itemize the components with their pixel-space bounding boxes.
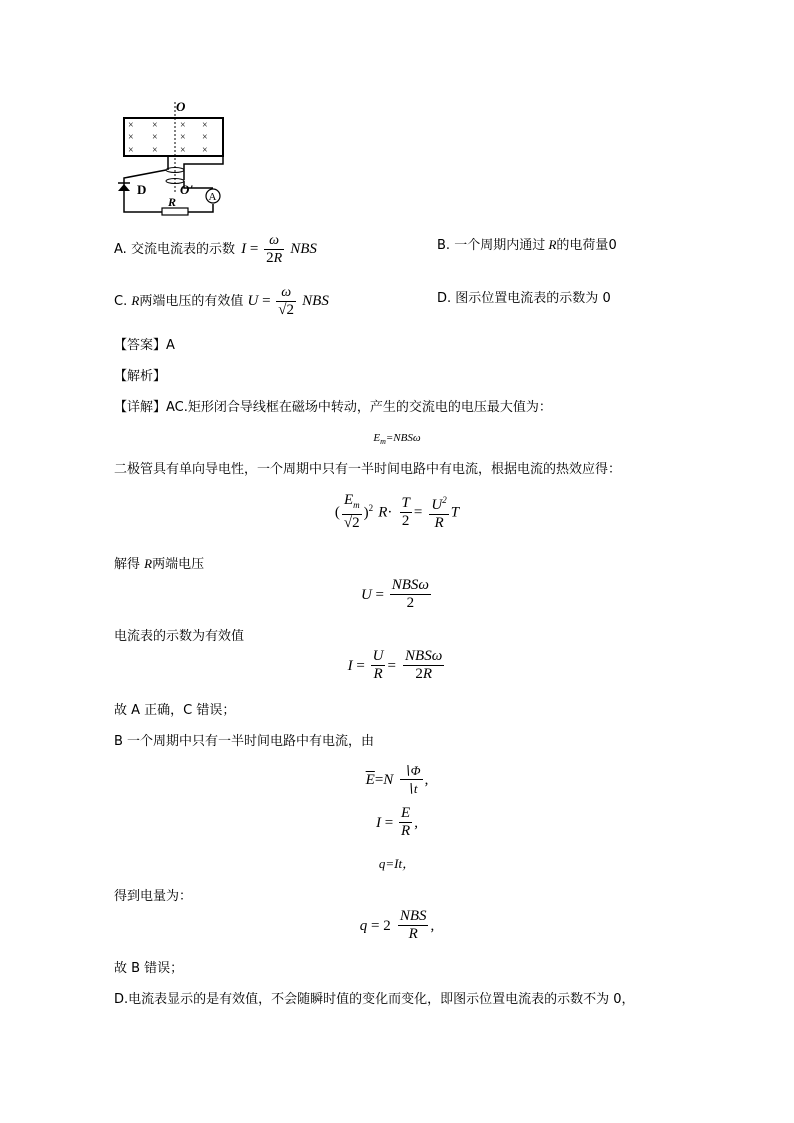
detail-p5: 故 A 正确，C 错误；	[114, 703, 236, 718]
eq-u: U = $\frac{\text{NBSω}}{2}$	[360, 577, 430, 611]
option-d: D. 图示位置电流表的示数为 0	[437, 291, 611, 306]
option-c: C. R两端电压的有效值 U = $\frac{\omega}{√2}$ NBS	[114, 285, 329, 318]
circuit-figure	[110, 98, 240, 216]
svg-text:×: ×	[202, 132, 208, 143]
detail-p6: B 一个周期中只有一半时间电路中有电流，由	[114, 734, 375, 749]
lead-right	[184, 156, 223, 180]
eq-i-avg: I = $\frac{E}{R}$ ,	[376, 805, 418, 839]
svg-text:×: ×	[180, 120, 186, 131]
detail-p3: 解得 R两端电压	[114, 556, 205, 572]
label-a: A	[208, 191, 217, 203]
detail-p8: 故 B 错误；	[114, 961, 184, 976]
label-r: R	[168, 195, 177, 209]
svg-text:×: ×	[202, 145, 208, 156]
resistor-icon	[162, 208, 188, 215]
eq-q: q = 2 $\frac{\text{NBS}}{R}$ ,	[359, 908, 435, 942]
option-a: A. 交流电流表的示数 I = $\frac{\omega}{2R}$ NBS	[114, 233, 317, 266]
option-b: B. 一个周期内通过 R的电荷量0	[437, 237, 617, 253]
svg-text:×: ×	[128, 132, 134, 143]
svg-text:×: ×	[180, 145, 186, 156]
detail-p9: D.电流表显示的是有效值，不会随瞬时值的变化而变化，即图示位置电流表的示数不为 0，	[114, 992, 635, 1007]
svg-text:×: ×	[128, 120, 134, 131]
eq-em: $E_m=NBS\omega$	[373, 432, 421, 447]
eq-e-avg: $\overline{E}=N$ $\frac{∖\Phi}{∖t}$ ,	[365, 763, 429, 796]
svg-text:×: ×	[152, 132, 158, 143]
magnetic-field-frame	[124, 118, 223, 156]
eq-i: I = $\frac{U}{R}$ = $\frac{\text{NBSω}}{2R}$	[347, 648, 443, 682]
eq-heat: ( $\frac{E_m}{√2}$ )$^2$ R· $\frac{T}{2}$ = $\frac{U^2}{R}$ T	[334, 492, 460, 531]
wire-right-down	[188, 204, 213, 212]
answer-line: 【答案】A	[114, 338, 175, 353]
detail-p1: 【详解】AC.矩形闭合导线框在磁场中转动，产生的交流电的电压最大值为：	[114, 400, 552, 415]
label-d: D	[137, 182, 147, 197]
svg-text:×: ×	[152, 120, 158, 131]
field-crosses	[128, 120, 208, 156]
svg-text:×: ×	[152, 145, 158, 156]
detail-p4: 电流表的示数为有效值	[114, 629, 245, 644]
svg-text:×: ×	[128, 145, 134, 156]
diode-icon	[118, 184, 130, 191]
analysis-tag: 【解析】	[114, 369, 167, 384]
label-o-top: O	[176, 99, 186, 114]
detail-p2: 二极管具有单向导电性，一个周期中只有一半时间电路中有电流，根据电流的热效应得：	[114, 462, 622, 477]
svg-text:×: ×	[180, 132, 186, 143]
svg-text:×: ×	[202, 120, 208, 131]
label-o-prime: O'	[180, 182, 193, 197]
eq-q-it: q=It，	[378, 856, 416, 871]
detail-p7: 得到电量为：	[114, 889, 193, 904]
